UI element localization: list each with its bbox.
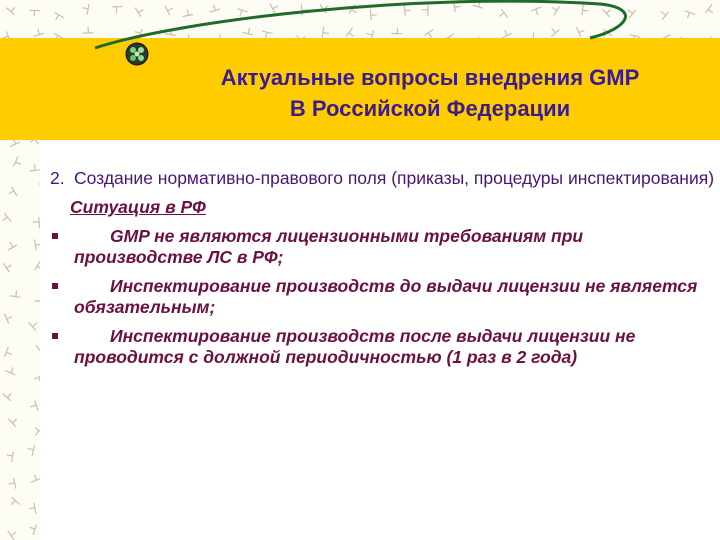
bullet-marker — [52, 233, 58, 239]
situation-heading: Ситуация в РФ — [70, 197, 206, 217]
bullet-item — [50, 276, 715, 318]
slide-title — [150, 62, 710, 124]
slide-body — [50, 168, 715, 368]
bullet-item — [50, 226, 715, 268]
bullet-item — [50, 326, 715, 368]
bullet-marker — [52, 283, 58, 289]
globe-icon — [126, 43, 148, 65]
title-line-2: В Российской Федерации — [289, 96, 571, 121]
point-number: 2. — [50, 168, 65, 188]
numbered-point — [50, 168, 715, 189]
bullet-text: GMP не являются лицензионными требованиям при производстве ЛС в РФ; — [74, 226, 584, 267]
bullet-marker — [52, 333, 58, 339]
bullet-text: Инспектирование производств после выдачи лицензии не проводится с должной периодичностью (1 раз в 2 года) — [74, 326, 636, 367]
bullet-text: Инспектирование производств до выдачи лицензии не является обязательным; — [74, 276, 698, 317]
title-line-1: Актуальные вопросы внедрения GMP — [220, 65, 640, 90]
point-text: Создание нормативно-правового поля (приказы, процедуры инспектирования) — [74, 168, 715, 188]
